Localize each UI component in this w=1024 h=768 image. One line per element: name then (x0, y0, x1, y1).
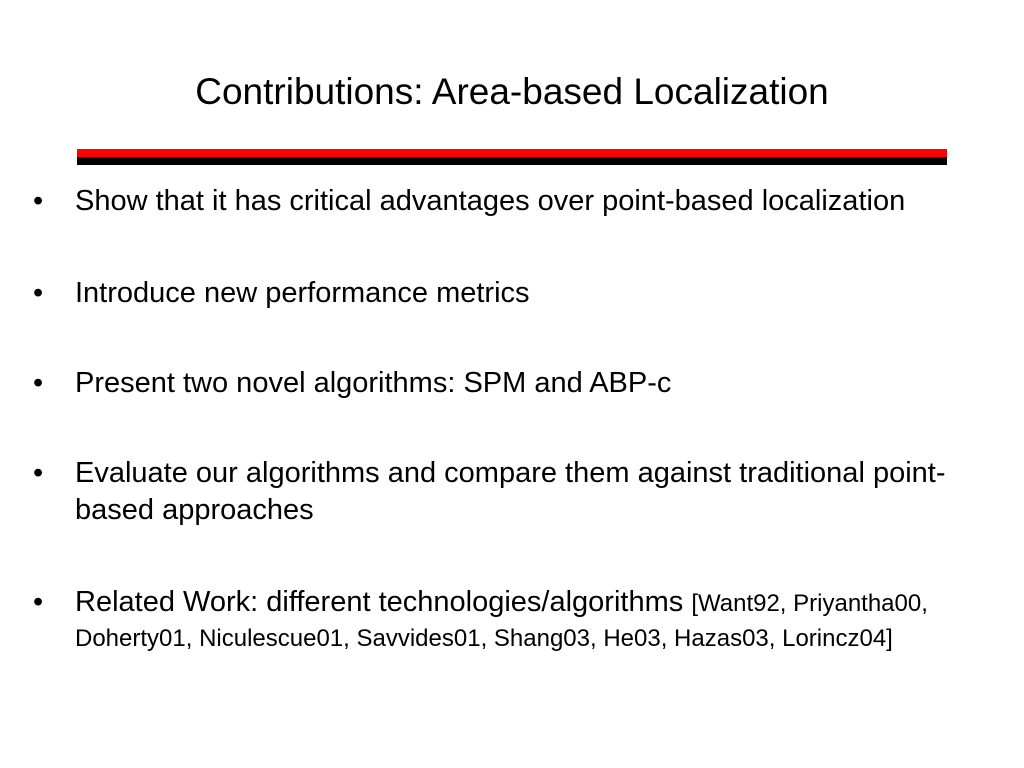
bullet-dot: • (33, 185, 44, 217)
bullet-item (0, 183, 1024, 220)
bullet-text: Introduce new performance metrics (75, 277, 530, 309)
bullet-text: Show that it has critical advantages over point-based localization (75, 185, 906, 217)
bullet-item (0, 365, 1024, 402)
bullet-text: Related Work: different technologies/algorithms (75, 586, 692, 618)
bullet-dot: • (33, 277, 44, 309)
bullet-item (0, 275, 1024, 312)
bullet-text: Evaluate our algorithms and compare them against traditional point-based approaches (75, 457, 946, 526)
title-underline-red (77, 149, 947, 157)
bullet-references: [Want92, Priyantha00, Doherty01, Niculescue01, Savvides01, Shang03, He03, Hazas03, Lorincz04] (75, 590, 928, 652)
bullet-text: Present two novel algorithms: SPM and ABP-c (75, 367, 672, 399)
bullet-item (0, 455, 1024, 529)
bullet-item (0, 584, 1024, 655)
title-underline-black (77, 157, 947, 165)
slide-title: Contributions: Area-based Localization (195, 71, 829, 112)
bullet-list (0, 183, 1024, 655)
bullet-dot: • (33, 586, 44, 618)
bullet-dot: • (33, 367, 44, 399)
bullet-dot: • (33, 457, 44, 489)
